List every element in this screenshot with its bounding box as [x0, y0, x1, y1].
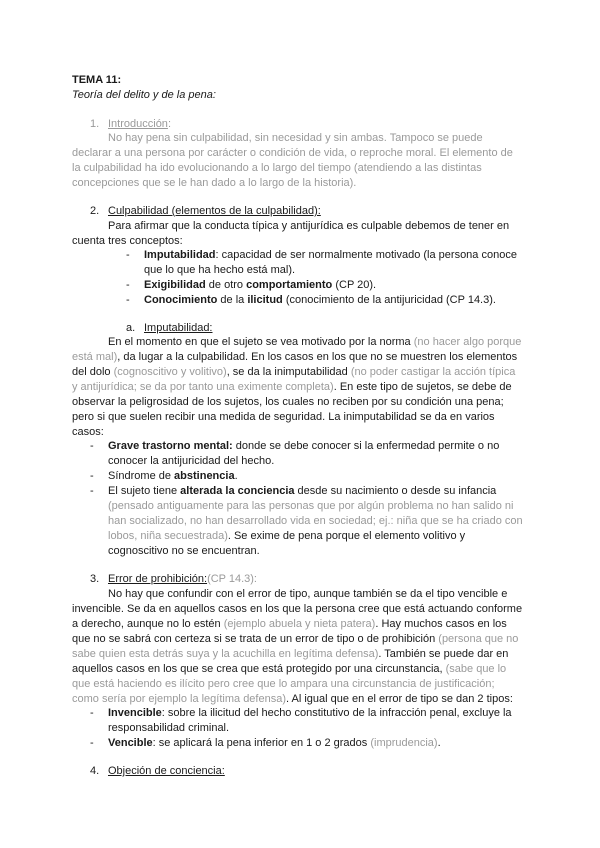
- section-4-number: 4.: [90, 765, 100, 777]
- subsection-a-line: pero si que suelen recibir una medida de seguridad. La inimputabilidad se da en varios: [72, 411, 495, 423]
- bullet-dash: -: [126, 279, 130, 291]
- subsection-a-heading: Imputabilidad:: [144, 322, 213, 334]
- section-2-heading: Culpabilidad (elementos de la culpabilidad):: [108, 205, 321, 217]
- case-trastorno-mental-cont: conocer la antijuricidad del hecho.: [108, 455, 275, 467]
- case-conciencia-cont: (pensado antiguamente para las personas que por algún problema no han salido ni: [108, 500, 514, 512]
- section-1-number: 1.: [90, 118, 100, 130]
- section-4-heading: Objeción de conciencia:: [108, 765, 225, 777]
- concept-conocimiento: Conocimiento de la ilicitud (conocimiento de la antijuricidad (CP 14.3).: [144, 294, 496, 306]
- subsection-a-line: casos:: [72, 426, 104, 438]
- type-invencible-cont: responsabilidad criminal.: [108, 722, 230, 734]
- concept-imputabilidad-cont: que lo que ha hecho está mal).: [144, 264, 296, 276]
- case-abstinencia: Síndrome de abstinencia.: [108, 470, 238, 482]
- case-conciencia-cont: han socializado, no han desarrollado vida en sociedad; ej.: niña que se ha criado con: [108, 515, 523, 527]
- type-invencible: Invencible: sobre la ilicitud del hecho constitutivo de la infracción penal, excluye la: [108, 707, 512, 719]
- section-3-number: 3.: [90, 573, 100, 585]
- section-1-heading: Introducción:: [108, 118, 171, 130]
- bullet-dash: -: [90, 707, 94, 719]
- section-1-line: la culpabilidad ha ido evolucionando a lo largo del tiempo (atendiendo a las distintas: [72, 162, 482, 174]
- case-conciencia: El sujeto tiene alterada la conciencia desde su nacimiento o desde su infancia: [108, 485, 497, 497]
- bullet-dash: -: [126, 249, 130, 261]
- section-3-line: que está haciendo es ilícito pero cree que lo ampara una circunstancia de justificación;: [72, 678, 495, 690]
- section-2-number: 2.: [90, 205, 100, 217]
- doc-subtitle: Teoría del delito y de la pena:: [72, 89, 216, 101]
- section-3-line: No hay que confundir con el error de tipo, aunque también se da el tipo vencible e: [108, 588, 508, 600]
- subsection-a-line: y antijurídica; se da por tanto una eximente completa). En este tipo de sujetos, se debe de: [72, 381, 512, 393]
- section-3-heading: Error de prohibición:(CP 14.3):: [108, 573, 257, 585]
- bullet-dash: -: [90, 470, 94, 482]
- bullet-dash: -: [90, 440, 94, 452]
- type-vencible: Vencible: se aplicará la pena inferior en 1 o 2 grados (imprudencia).: [108, 737, 441, 749]
- bullet-dash: -: [126, 294, 130, 306]
- bullet-dash: -: [90, 737, 94, 749]
- subsection-a-line: En el momento en que el sujeto se vea motivado por la norma (no hacer algo porque: [108, 336, 522, 348]
- concept-exigibilidad: Exigibilidad de otro comportamiento (CP 20).: [144, 279, 377, 291]
- section-3-line: como sería por ejemplo la legítima defensa). Al igual que en el error de tipo se dan 2 tipos:: [72, 693, 513, 705]
- section-3-line: invencible. Se da en aquellos casos en los que la persona cree que está actuando conforme: [72, 603, 523, 615]
- section-2-line: Para afirmar que la conducta típica y antijurídica es culpable debemos de tener en: [108, 220, 510, 232]
- subsection-a-line: está mal), da lugar a la culpabilidad. En los casos en los que no se muestren los elementos: [72, 351, 518, 363]
- section-1-line: declarar a una persona por carácter o condición de vida, o reproche moral. El elemento de: [72, 147, 513, 159]
- subsection-a-line: observar la peligrosidad de los sujetos, los cuales no reciben por su condición una pena;: [72, 396, 504, 408]
- case-trastorno-mental: Grave trastorno mental: donde se debe conocer si la enfermedad permite o no: [108, 440, 500, 452]
- section-3-line: que no se sabrá con certeza si se trata de un error de tipo o de prohibición (persona que no: [72, 633, 519, 645]
- subsection-a-line: del dolo (cognoscitivo y volitivo), se da la inimputabilidad (no poder castigar la acción típica: [72, 366, 516, 378]
- section-1-line: concepciones que se le han dado a lo largo de la historia).: [72, 177, 357, 189]
- section-3-line: aquellos casos en los que se crea que está protegido por una circunstancia, (sabe que lo: [72, 663, 507, 675]
- section-1-line: No hay pena sin culpabilidad, sin necesidad y sin ambas. Tampoco se puede: [108, 132, 483, 144]
- doc-title: TEMA 11:: [72, 74, 122, 86]
- section-3-line: sabe quien esta detrás suya y la acuchilla en legítima defensa). También se puede dar en: [72, 648, 509, 660]
- section-3-line: a derecho, aunque no lo estén (ejemplo abuela y nieta patera). Hay muchos casos en los: [72, 618, 507, 630]
- section-2-line: cuenta tres conceptos:: [72, 235, 183, 247]
- bullet-dash: -: [90, 485, 94, 497]
- case-conciencia-cont: cognoscitivo no se encuentran.: [108, 545, 260, 557]
- subsection-a-number: a.: [126, 322, 136, 334]
- case-conciencia-cont: lobos, niña secuestrada). Se exime de pena porque el elemento volitivo y: [108, 530, 466, 542]
- concept-imputabilidad: Imputabilidad: capacidad de ser normalmente motivado (la persona conoce: [144, 249, 517, 261]
